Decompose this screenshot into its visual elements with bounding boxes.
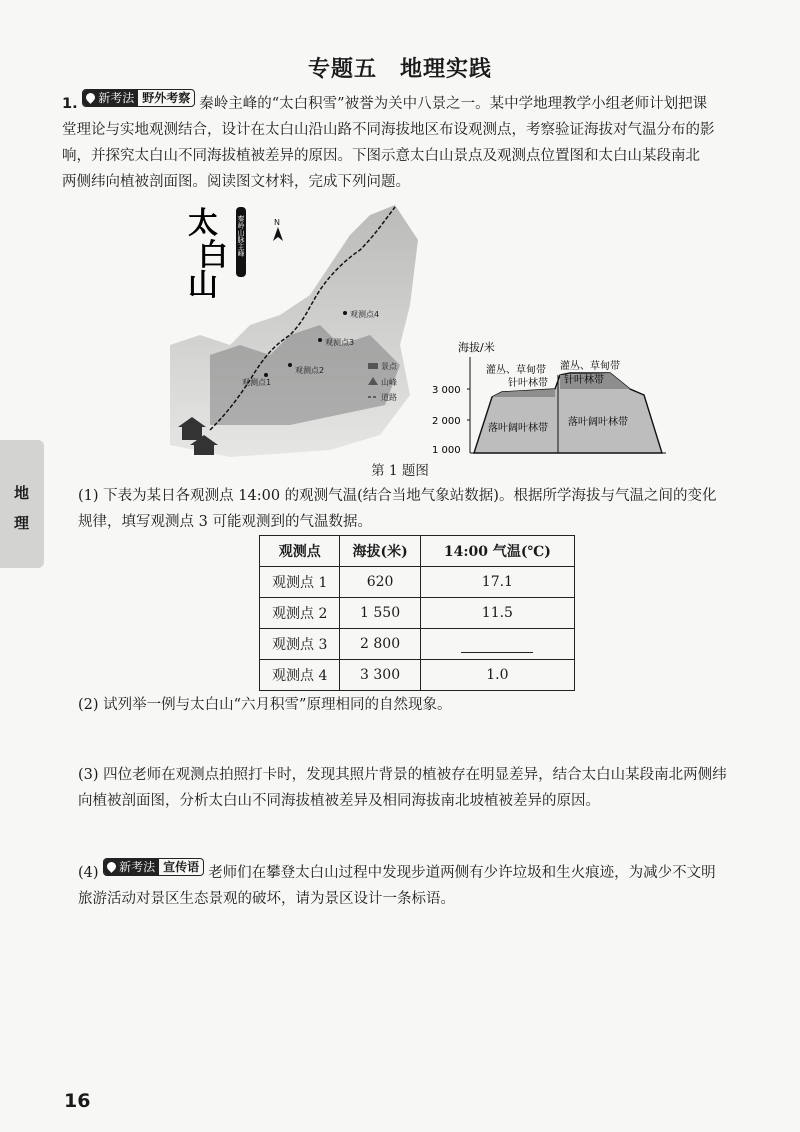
north-arrow-icon	[273, 227, 283, 241]
shrub-meadow-label-right: 灌丛、草甸带	[560, 361, 620, 372]
table-header: 海拔(米)	[340, 536, 420, 567]
tag-kind: 新考法	[98, 91, 135, 105]
side-tab-char: 理	[14, 514, 30, 532]
taibai-map	[170, 195, 420, 457]
table-cell: 1.0	[420, 660, 574, 691]
sub4-line: 旅游活动对景区生态景观的破坏，请为景区设计一条标语。	[78, 891, 455, 907]
map-title-char: 太	[188, 206, 218, 241]
observation-point-label: 观测点4	[350, 310, 380, 319]
table-cell: 2 800	[340, 629, 420, 660]
broadleaf-label-left: 落叶阔叶林带	[488, 423, 548, 434]
table-row	[260, 629, 575, 660]
observation-point-marker	[288, 363, 292, 367]
north-label: N	[274, 218, 280, 227]
sub4-line: 老师们在攀登太白山过程中发现步道两侧有少许垃圾和生火痕迹，为减少不文明	[208, 865, 716, 881]
answer-blank-cell[interactable]	[420, 629, 574, 660]
tag-topic: 宣传语	[163, 860, 200, 874]
profile-tick: 3 000	[432, 385, 461, 396]
table-cell: 观测点 2	[260, 598, 340, 629]
table-cell: 17.1	[420, 567, 574, 598]
stem-line: 两侧纬向植被剖面图。阅读图文材料，完成下列问题。	[62, 174, 410, 190]
legend-item: 道路	[381, 393, 397, 402]
table-cell: 11.5	[420, 598, 574, 629]
table-header: 14:00 气温(℃)	[420, 536, 574, 567]
shrub-meadow-label-left: 灌丛、草甸带	[486, 365, 546, 376]
new-method-tag	[82, 89, 195, 107]
table-header: 观测点	[260, 536, 340, 567]
table-row	[260, 660, 575, 691]
table-cell: 观测点 1	[260, 567, 340, 598]
page-title: 专题五 地理实践	[307, 57, 492, 82]
map-title-char: 白	[198, 238, 228, 273]
tag-kind: 新考法	[119, 860, 156, 874]
map-vertical-caption: 秦岭山脉主峰	[237, 215, 245, 257]
observation-point-marker	[264, 373, 268, 377]
sub4-prefix: (4)	[78, 865, 99, 881]
question-number: 1.	[62, 96, 78, 112]
sub1-line: (1) 下表为某日各观测点 14:00 的观测气温(结合当地气象站数据)。根据所学海拔与气温之间的变化	[78, 488, 717, 504]
table-cell: 1 550	[340, 598, 420, 629]
observation-point-marker	[343, 311, 347, 315]
table-cell: 观测点 3	[260, 629, 340, 660]
table-cell: 观测点 4	[260, 660, 340, 691]
vegetation-profile	[430, 335, 670, 457]
sub3-line: 向植被剖面图，分析太白山不同海拔植被差异及相同海拔南北坡植被差异的原因。	[78, 793, 600, 809]
sub-question-3	[78, 762, 778, 814]
profile-tick: 1 000	[432, 445, 461, 456]
pin-icon	[84, 91, 97, 104]
new-method-tag	[103, 858, 204, 876]
sub-question-4	[78, 858, 778, 912]
table-row	[260, 567, 575, 598]
conifer-label-right: 针叶林带	[564, 375, 604, 386]
observation-table	[259, 535, 575, 691]
stem-line: 响，并探究太白山不同海拔植被差异的原因。下图示意太白山景点及观测点位置图和太白山某段南北	[62, 148, 700, 164]
sub1-line: 规律，填写观测点 3 可能观测到的气温数据。	[78, 514, 372, 530]
subject-side-tab	[0, 440, 44, 568]
legend-swatch	[368, 363, 378, 369]
page-number: 16	[64, 1090, 91, 1112]
legend-item: 景点	[381, 362, 397, 371]
conifer-label-left: 针叶林带	[508, 378, 548, 389]
sub3-line: (3) 四位老师在观测点拍照打卡时，发现其照片背景的植被存在明显差异，结合太白山某段南北两侧纬	[78, 767, 727, 783]
table-cell: 620	[340, 567, 420, 598]
observation-point-label: 观测点1	[242, 378, 272, 387]
observation-point-label: 观测点3	[325, 338, 355, 347]
figure-caption: 第 1 题图	[371, 463, 429, 479]
legend-item: 山峰	[381, 378, 397, 387]
stem-line: 堂理论与实地观测结合，设计在太白山沿山路不同海拔地区布设观测点，考察验证海拔对气温分布的影	[62, 122, 715, 138]
question-1-stem	[62, 89, 752, 195]
broadleaf-label-right: 落叶阔叶林带	[568, 417, 628, 428]
answer-blank[interactable]	[461, 636, 533, 653]
table-row	[260, 598, 575, 629]
map-title-char: 山	[188, 268, 218, 303]
profile-ylabel: 海拔/米	[458, 341, 495, 354]
pin-icon	[105, 860, 118, 873]
sub-question-2: (2) 试列举一例与太白山“六月积雪”原理相同的自然现象。	[78, 697, 452, 713]
sub-question-1	[78, 483, 768, 535]
observation-point-label: 观测点2	[295, 366, 325, 375]
tag-topic: 野外考察	[142, 91, 191, 105]
table-header-row	[260, 536, 575, 567]
profile-tick: 2 000	[432, 416, 461, 427]
stem-line: 秦岭主峰的“太白积雪”被誉为关中八景之一。某中学地理教学小组老师计划把课	[199, 96, 708, 112]
table-cell: 3 300	[340, 660, 420, 691]
observation-point-marker	[318, 338, 322, 342]
side-tab-char: 地	[14, 484, 30, 502]
